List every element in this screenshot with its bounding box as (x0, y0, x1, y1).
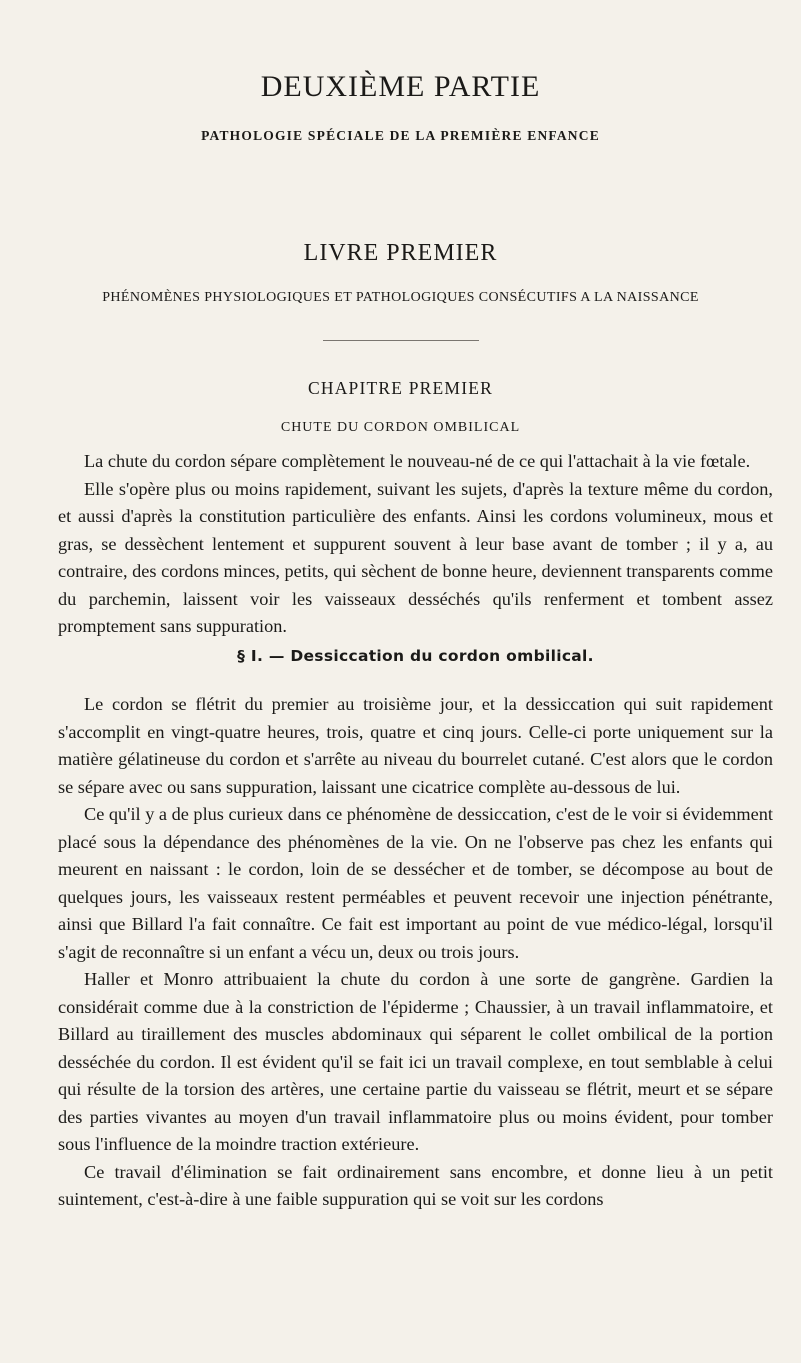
book-subtitle: PHÉNOMÈNES PHYSIOLOGIQUES ET PATHOLOGIQUES CONSÉCUTIFS A LA NAISSANCE (102, 290, 699, 305)
paragraph: Haller et Monro attribuaient la chute du cordon à une sorte de gangrène. Gardien la considérait comme due à la constriction de l'épiderme ; Chaussier, à un travail inflammatoire, et Billard au tiraillement des muscles abdominaux qui séparent le collet ombilical de la portion desséchée du cordon. Il est évident qu'il se fait ici un travail complexe, en tout semblable à celui qui résulte de la torsion des artères, une certaine partie du vaisseau se flétrit, meurt et se sépare des parties vivantes au moyen d'un travail inflammatoire plus ou moins évident, pour tomber sous l'influence de la moindre traction extérieure. (58, 969, 773, 1154)
paragraph: La chute du cordon sépare complètement le nouveau-né de ce qui l'attachait à la vie fœtale. (84, 451, 751, 471)
body-text (58, 448, 773, 1214)
spacer (58, 674, 773, 691)
chapter-subtitle: CHUTE DU CORDON OMBILICAL (280, 420, 521, 435)
section-heading: § I. — Dessiccation du cordon ombilical. (237, 646, 594, 665)
chapter-title: CHAPITRE PREMIER (308, 378, 493, 398)
book-title: LIVRE PREMIER (303, 240, 498, 266)
part-title: DEUXIÈME PARTIE (260, 70, 541, 103)
paragraph: Ce travail d'élimination se fait ordinairement sans encombre, et donne lieu à un petit suintement, c'est-à-dire à une faible suppuration qui se voit sur les cordons (58, 1161, 773, 1209)
divider-rule (323, 340, 479, 341)
paragraph: Le cordon se flétrit du premier au troisième jour, et la dessiccation qui suit rapidement s'accomplit en vingt-quatre heures, trois, quatre et cinq jours. Celle-ci porte uniquement sur la matière gélatineuse du cordon et s'arrête au niveau du bourrelet cutané. C'est alors que le cordon se sépare avec ou sans suppuration, laissant une cicatrice complète au-dessous de lui. (58, 694, 773, 797)
paragraph: Ce qu'il y a de plus curieux dans ce phénomène de dessiccation, c'est de le voir si évidemment placé sous la dépendance des phénomènes de la vie. On ne l'observe pas chez les enfants qui meurent en naissant : le cordon, loin de se dessécher et de tomber, se décompose au bout de quelques jours, les vaisseaux restent perméables et peuvent recevoir une injection pénétrante, ainsi que Billard l'a fait connaître. Ce fait est important au point de vue médico-légal, lorsqu'il s'agit de reconnaître si un enfant a vécu un, deux ou trois jours. (58, 804, 773, 962)
paragraph: Elle s'opère plus ou moins rapidement, suivant les sujets, d'après la texture même du cordon, et aussi d'après la constitution particulière des enfants. Ainsi les cordons volumineux, mous et gras, se dessèchent lentement et suppurent souvent à leur base avant de tomber ; il y a, au contraire, des cordons minces, petits, qui sèchent de bonne heure, deviennent transparents comme du parchemin, laissent voir les vaisseaux desséchés qu'ils renferment et tombent assez promptement sans suppuration. (58, 478, 773, 636)
part-subtitle: PATHOLOGIE SPÉCIALE DE LA PREMIÈRE ENFANCE (201, 128, 600, 143)
